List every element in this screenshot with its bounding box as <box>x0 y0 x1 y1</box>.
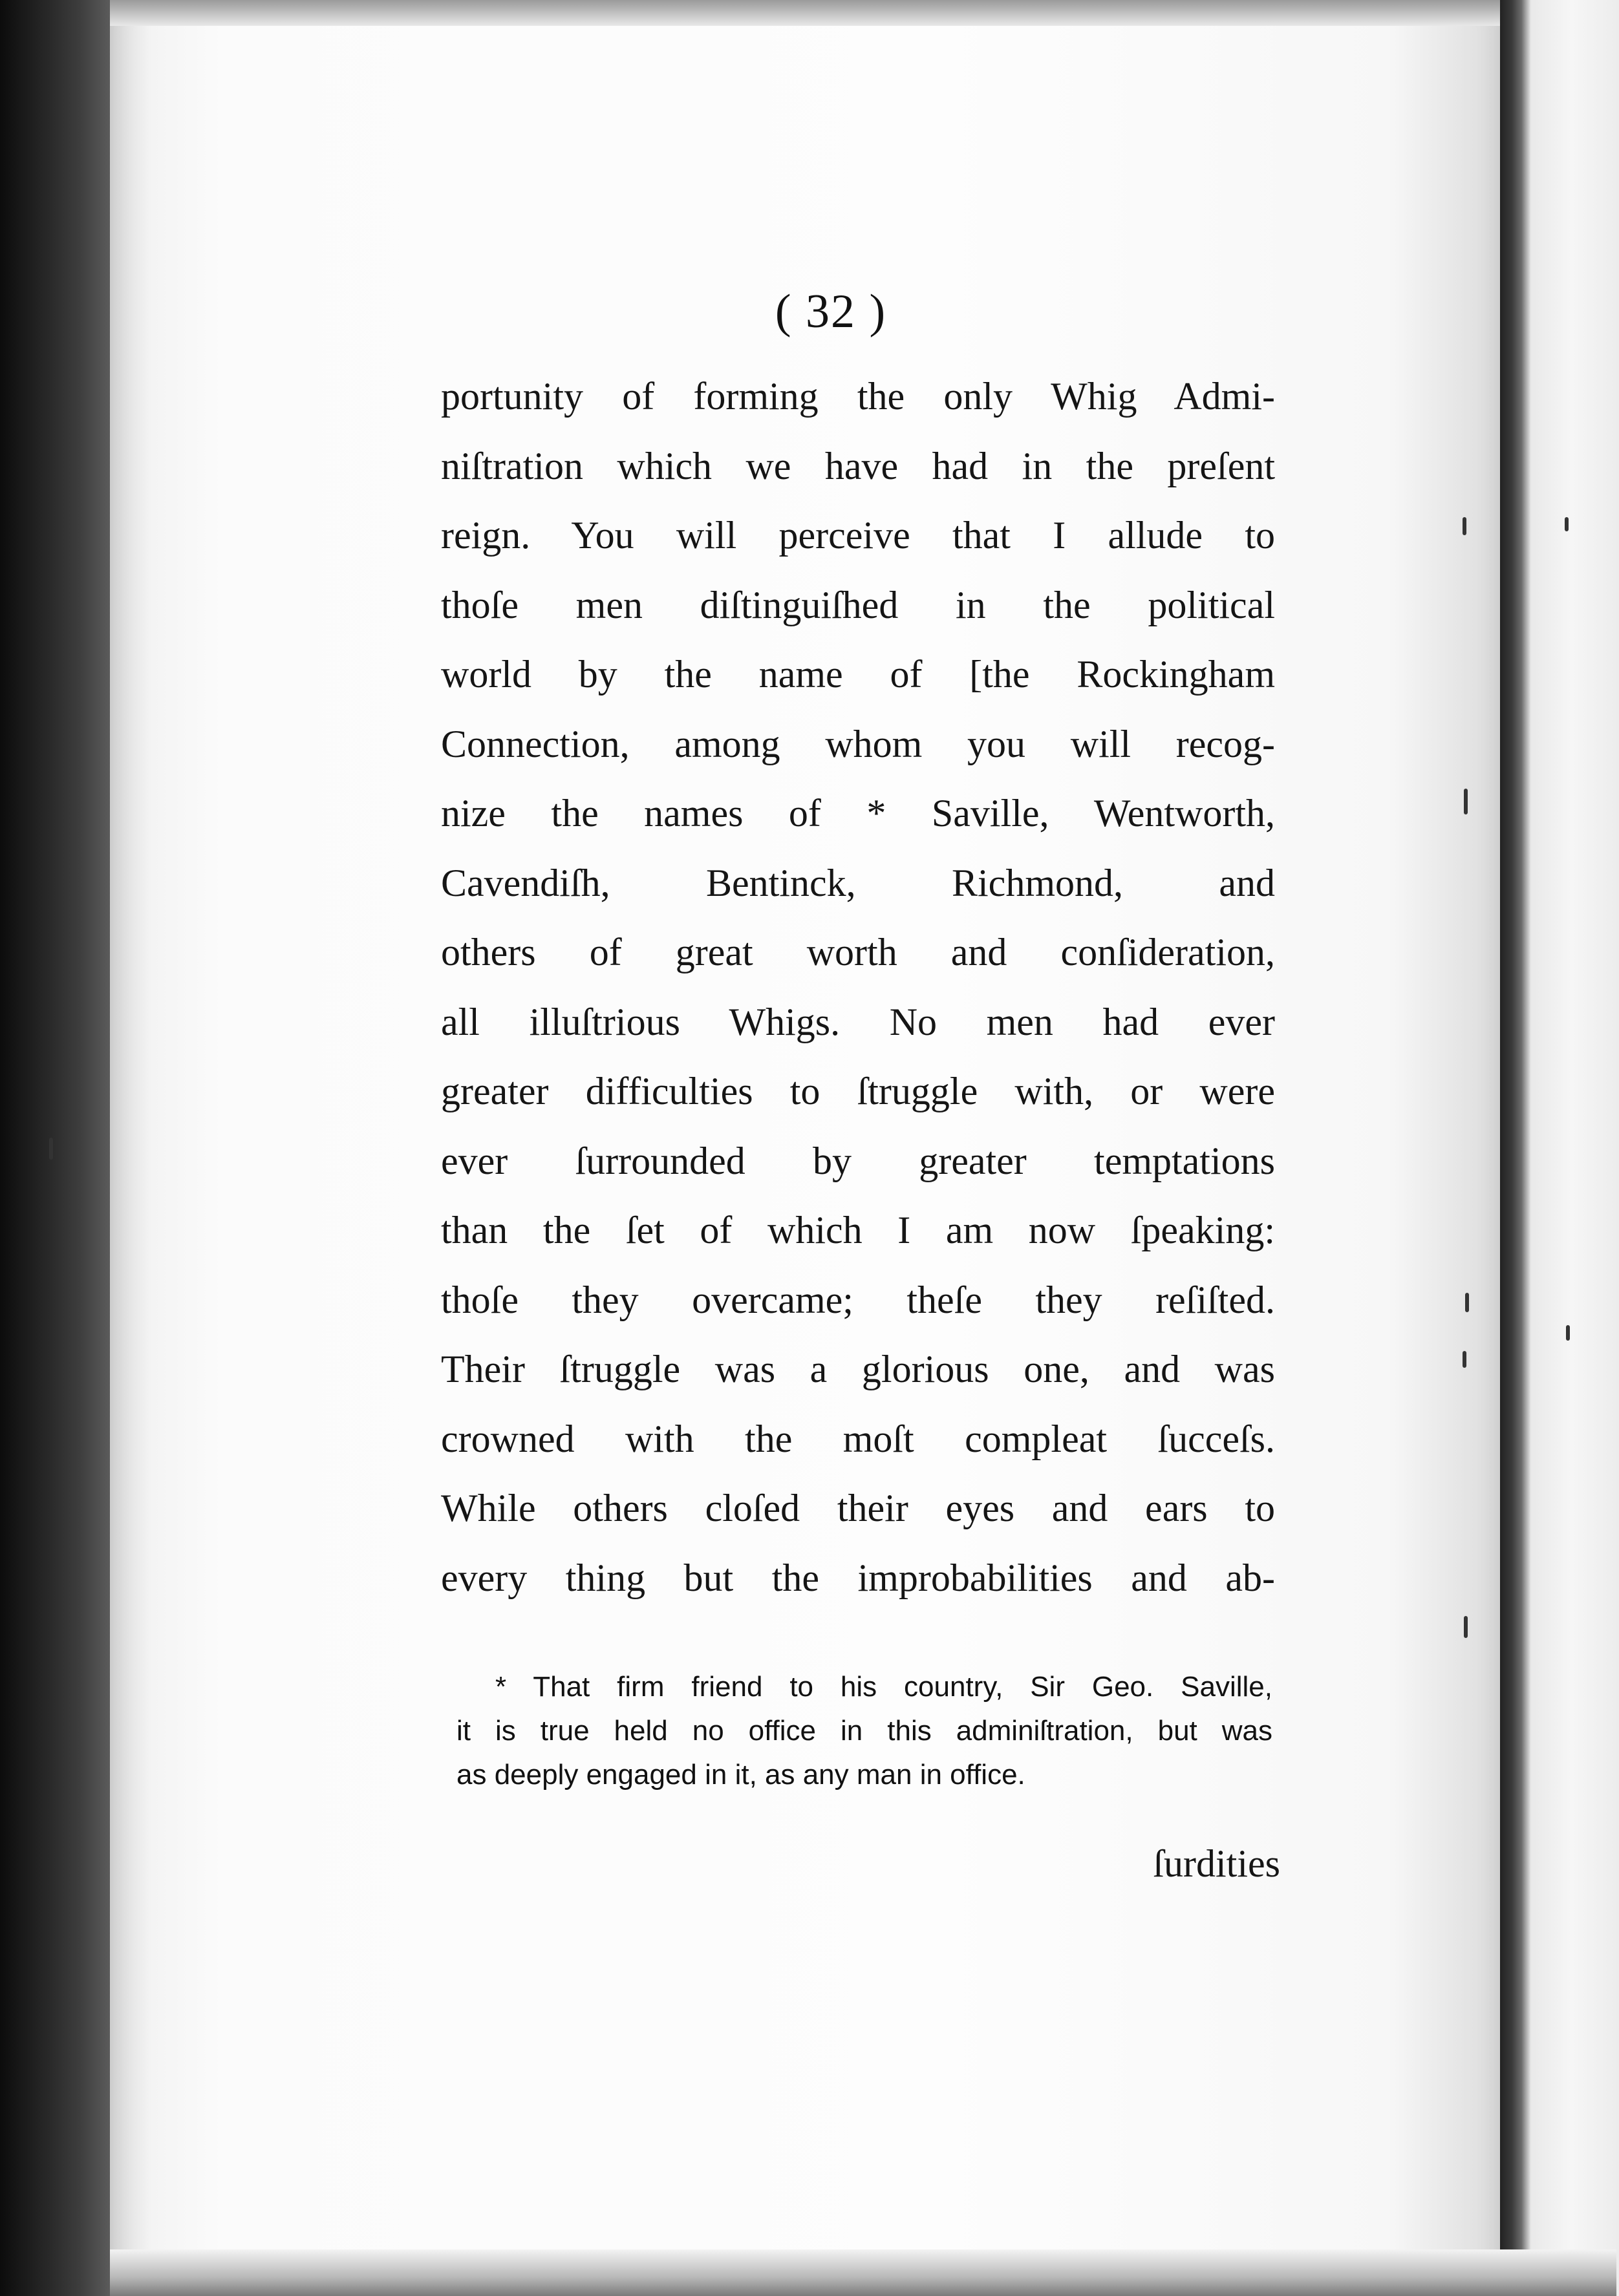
text-line: thoſe men diſtinguiſhed in the political <box>441 583 1275 626</box>
bleed-through-mark <box>1464 789 1468 814</box>
bleed-through-mark <box>49 1138 53 1160</box>
text-line: portunity of forming the only Whig Admi- <box>441 375 1275 418</box>
page-number-header: ( 32 ) <box>775 285 887 338</box>
footnote-line: it is true held no office in this adminiſtration, but was <box>456 1715 1272 1747</box>
footnote <box>456 1665 1272 1797</box>
bleed-through-mark <box>1565 517 1569 531</box>
bleed-through-mark <box>1463 1351 1466 1368</box>
bleed-through-mark <box>1464 1616 1468 1638</box>
bleed-through-mark <box>1463 517 1466 535</box>
text-line: crowned with the moſt compleat ſucceſs. <box>441 1417 1275 1460</box>
text-line: greater difficulties to ſtruggle with, or were <box>441 1070 1275 1112</box>
text-line: others of great worth and conſideration, <box>441 931 1275 973</box>
text-line: Connection, among whom you will recog- <box>441 722 1275 765</box>
text-line: While others cloſed their eyes and ears to <box>441 1487 1275 1529</box>
text-line: world by the name of [the Rockingham <box>441 653 1275 696</box>
text-line: ever ſurrounded by greater temptations <box>441 1139 1275 1182</box>
book-binding-edge <box>0 0 113 2296</box>
text-line: all illuſtrious Whigs. No men had ever <box>441 1000 1275 1043</box>
text-line: than the ſet of which I am now ſpeaking: <box>441 1209 1275 1251</box>
footnote-line: * That firm friend to his country, Sir Geo. Saville, <box>495 1671 1272 1703</box>
text-line: thoſe they overcame; theſe they reſiſted. <box>441 1278 1275 1321</box>
text-line: Their ſtruggle was a glorious one, and was <box>441 1348 1275 1390</box>
text-line: niſtration which we have had in the preſent <box>441 444 1275 487</box>
text-line: nize the names of * Saville, Wentworth, <box>441 792 1275 834</box>
text-line: Cavendiſh, Bentinck, Richmond, and <box>441 861 1275 904</box>
text-line: every thing but the improbabilities and ab- <box>441 1556 1275 1599</box>
bleed-through-mark <box>1465 1293 1469 1312</box>
bleed-through-mark <box>1566 1325 1570 1341</box>
body-text <box>441 362 1275 1613</box>
footnote-line: as deeply engaged in it, as any man in office. <box>456 1759 1025 1791</box>
page-bottom-edge <box>110 2249 1616 2296</box>
page-top-edge <box>110 0 1500 26</box>
text-line: reign. You will perceive that I allude to <box>441 514 1275 557</box>
catchword: ſurdities <box>1153 1842 1280 1885</box>
facing-page-edge <box>1500 0 1619 2296</box>
